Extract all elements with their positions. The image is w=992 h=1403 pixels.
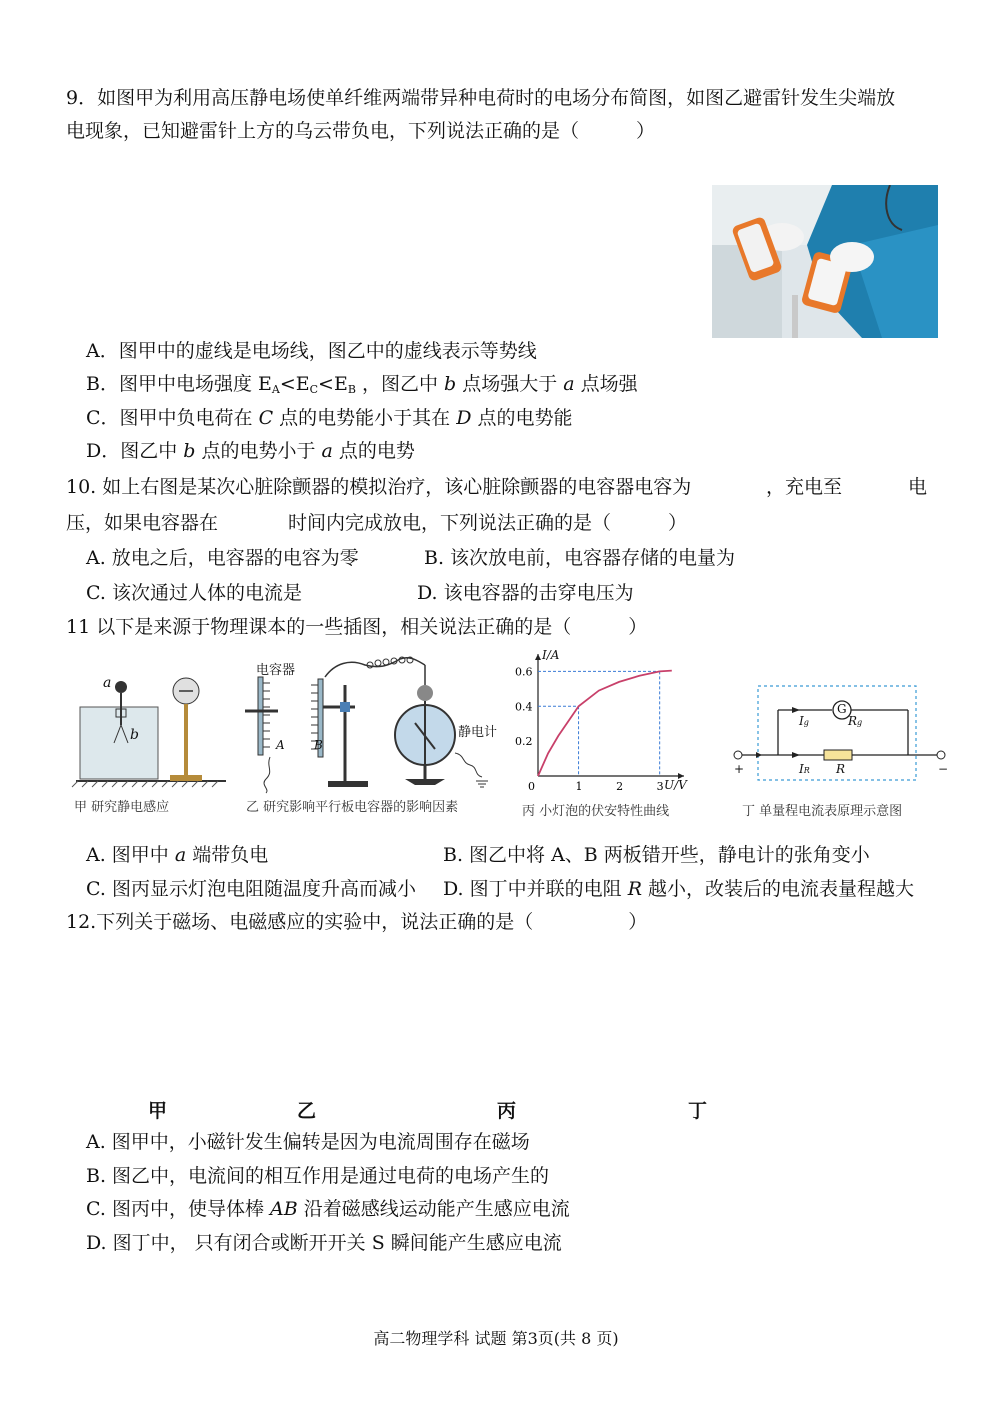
q12-option-c: C. 图丙中，使导体棒 AB 沿着磁感线运动能产生感应电流 bbox=[86, 1198, 570, 1220]
q12-fig-label-jia: 甲 bbox=[148, 1100, 168, 1122]
iv-curve-line bbox=[538, 671, 672, 776]
q12-option-b: B. 图乙中，电流间的相互作用是通过电荷的电场产生的 bbox=[86, 1165, 550, 1187]
x-tick-label-1: 1 bbox=[575, 780, 583, 793]
figure-parallel-plate-capacitor bbox=[240, 655, 510, 825]
fig1-caption: 甲 研究静电感应 bbox=[74, 800, 170, 815]
fig2-caption: 乙 研究影响平行板电容器的影响因素 bbox=[246, 800, 459, 815]
x-tick-label-3: 3 bbox=[656, 780, 664, 793]
figure-ammeter-circuit bbox=[728, 680, 953, 828]
figure-iv-curve bbox=[512, 648, 702, 828]
y-tick-label-0: 0.2 bbox=[515, 735, 533, 749]
fig2-label-capacitor: 电容器 bbox=[256, 663, 296, 678]
defibrillator-photo bbox=[712, 185, 938, 338]
fig1-label-a: a bbox=[103, 675, 112, 691]
q11-option-c: C. 图丙显示灯泡电阻随温度升高而减小 bbox=[86, 878, 416, 900]
q10-option-d: D. 该电容器的击穿电压为 bbox=[417, 582, 634, 604]
q12-fig-label-bing: 丙 bbox=[497, 1100, 517, 1122]
q9-stem-line2: 电现象，已知避雷针上方的乌云带负电，下列说法正确的是（ ） bbox=[66, 120, 656, 142]
chart-ylabel: I/A bbox=[542, 648, 560, 662]
q9-option-a: A．图甲中的虚线是电场线，图乙中的虚线表示等势线 bbox=[86, 340, 537, 362]
q10-stem-line2b: 时间内完成放电，下列说法正确的是（ ） bbox=[288, 512, 688, 534]
q10-option-c: C. 该次通过人体的电流是 bbox=[86, 582, 302, 604]
fig4-plus: + bbox=[734, 762, 745, 776]
q10-stem-line1c: 电 bbox=[908, 476, 928, 498]
q10-option-b: B. 该次放电前，电容器存储的电量为 bbox=[424, 547, 736, 569]
q12-option-a: A. 图甲中，小磁针发生偏转是因为电流周围存在磁场 bbox=[86, 1131, 530, 1153]
x-tick-label-0: 0 bbox=[528, 780, 535, 793]
fig3-caption: 丙 小灯泡的伏安特性曲线 bbox=[522, 804, 670, 819]
q11-option-d: D. 图丁中并联的电阻 R 越小，改装后的电流表量程越大 bbox=[443, 878, 915, 900]
q11-option-a: A. 图甲中 a 端带负电 bbox=[86, 844, 269, 866]
q10-stem-line1a: 10. 如上右图是某次心脏除颤器的模拟治疗，该心脏除颤器的电容器电容为 bbox=[66, 476, 692, 498]
q12-fig-label-ding: 丁 bbox=[688, 1100, 708, 1122]
page-footer: 高二物理学科 试题 第3页(共 8 页) bbox=[373, 1329, 619, 1348]
fig4-IR: IR bbox=[799, 762, 810, 776]
q12-stem: 12.下列关于磁场、电磁感应的实验中，说法正确的是（ ） bbox=[66, 911, 648, 933]
q10-stem-line1b: ，充电至 bbox=[766, 476, 843, 498]
fig4-R: R bbox=[836, 762, 846, 776]
fig2-label-A: A bbox=[276, 738, 285, 752]
fig4-Ig: Ig bbox=[799, 714, 809, 728]
q12-option-d: D. 图丁中， 只有闭合或断开开关 S 瞬间能产生感应电流 bbox=[86, 1232, 562, 1254]
q10-stem-line2a: 压，如果电容器在 bbox=[66, 512, 219, 534]
q11-stem: 11 以下是来源于物理课本的一些插图，相关说法正确的是（ ） bbox=[66, 616, 648, 638]
x-tick-label-2: 2 bbox=[616, 780, 624, 793]
fig4-caption: 丁 单量程电流表原理示意图 bbox=[742, 804, 903, 819]
q9-option-d: D．图乙中 b 点的电势小于 a 点的电势 bbox=[86, 440, 415, 462]
q11-option-b: B. 图乙中将 A、B 两板错开些，静电计的张角变小 bbox=[443, 844, 870, 866]
fig2-label-B: B bbox=[314, 738, 323, 752]
fig4-Rg: Rg bbox=[848, 714, 863, 728]
y-tick-label-2: 0.6 bbox=[515, 665, 533, 679]
iv-chart bbox=[512, 648, 702, 798]
chart-xlabel: U/V bbox=[664, 778, 687, 792]
q9-option-c: C．图甲中负电荷在 C 点的电势能小于其在 D 点的电势能 bbox=[86, 407, 573, 429]
fig1-label-b: b bbox=[130, 727, 139, 743]
figure-electrostatic-induction bbox=[66, 665, 236, 825]
fig4-G: G bbox=[837, 702, 847, 716]
q9-option-b: B．图甲中电场强度 $E_A<E_C<E_B$ ，图乙中 b 点场强大于 a 点场强 bbox=[86, 373, 638, 396]
q12-fig-label-yi: 乙 bbox=[297, 1100, 317, 1122]
fig2-label-electrometer: 静电计 bbox=[458, 725, 498, 740]
y-tick-label-1: 0.4 bbox=[515, 700, 533, 714]
q10-option-a: A. 放电之后，电容器的电容为零 bbox=[86, 547, 359, 569]
fig4-minus: − bbox=[938, 762, 949, 776]
q9-stem-line1: 9．如图甲为利用高压静电场使单纤维两端带异种电荷时的电场分布简图，如图乙避雷针发生尖端放 bbox=[66, 87, 896, 109]
